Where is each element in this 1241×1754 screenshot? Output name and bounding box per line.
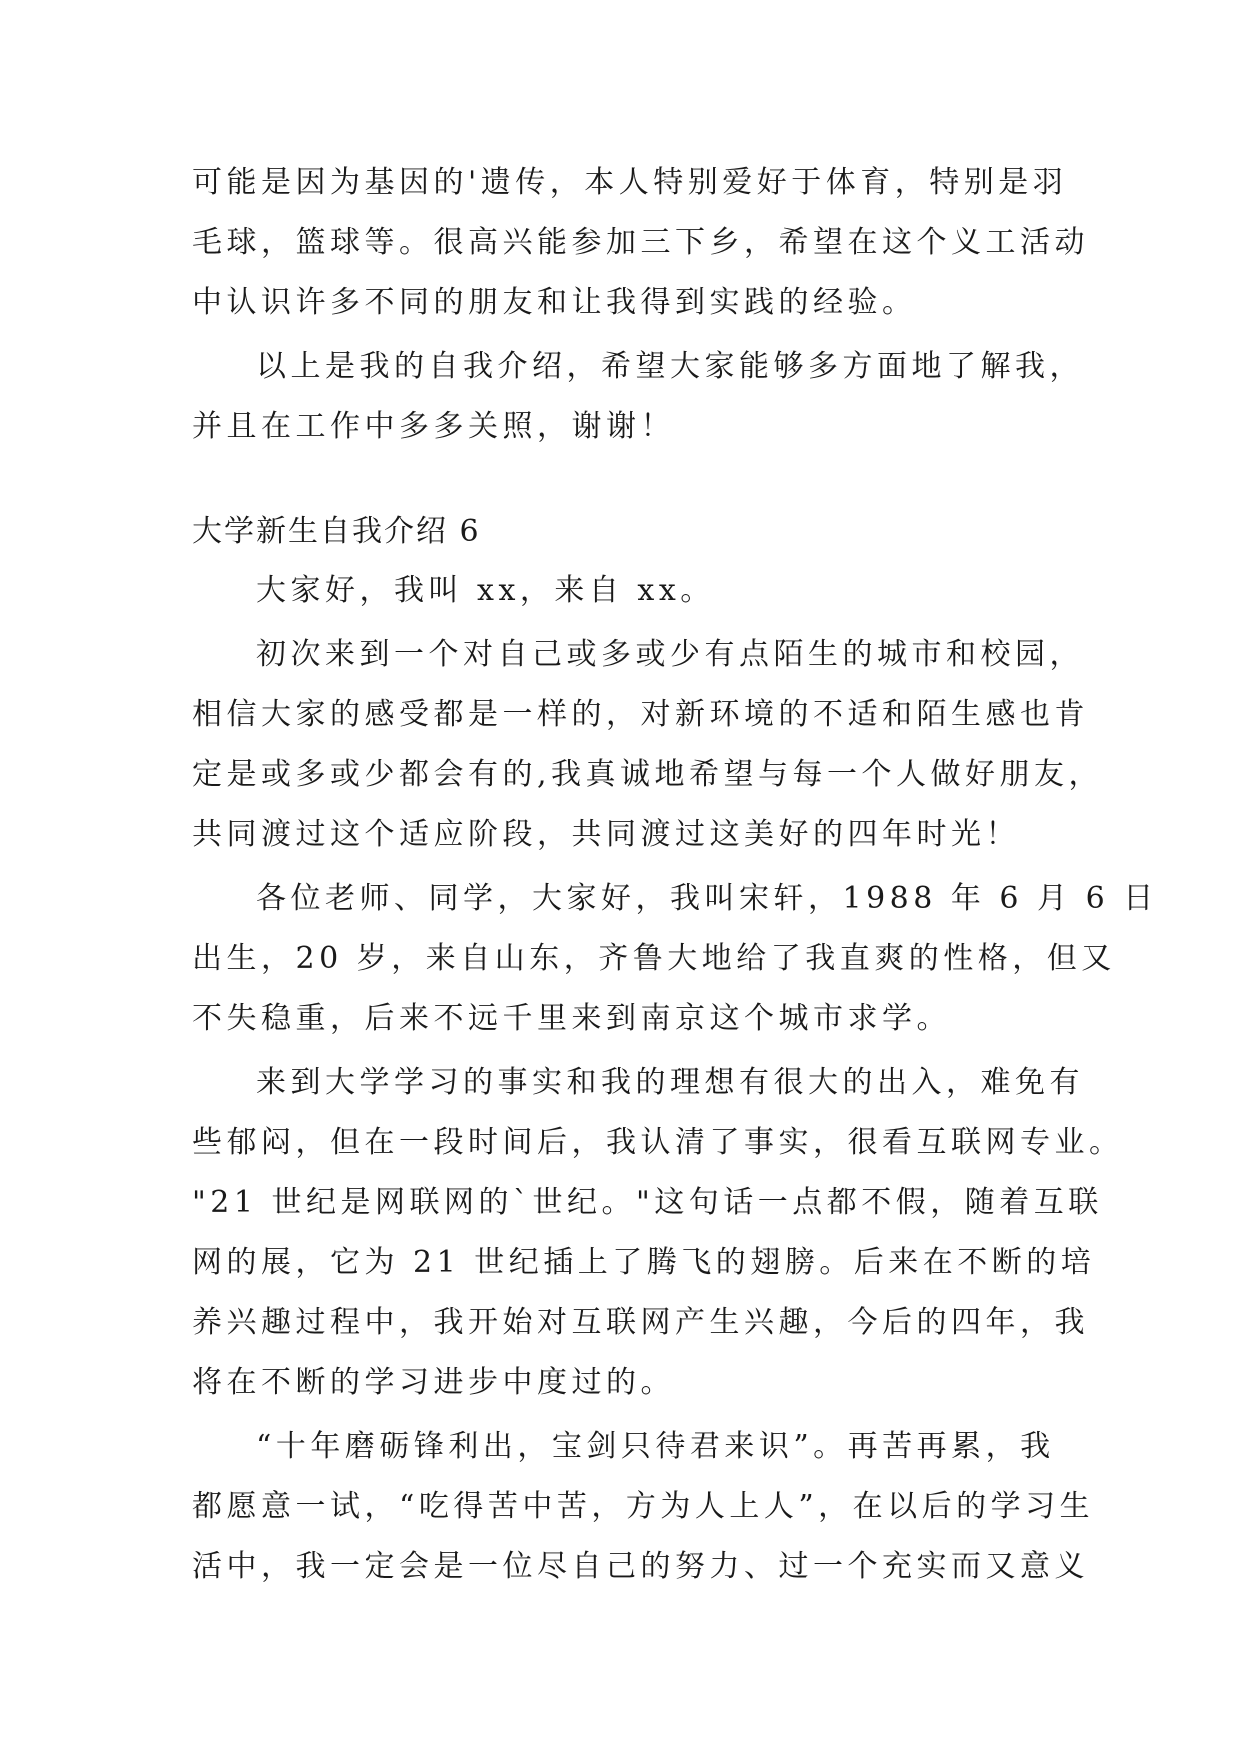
text-line-16: 些郁闷，但在一段时间后，我认清了事实，很看互联网专业。: [192, 1125, 1124, 1160]
text-line-17: "21 世纪是网联网的`世纪。"这句话一点都不假，随着互联: [192, 1185, 1103, 1220]
text-line-10: 定是或多或少都会有的,我真诚地希望与每一个人做好朋友，: [192, 757, 1104, 792]
text-line-9: 相信大家的感受都是一样的，对新环境的不适和陌生感也肯: [192, 697, 1089, 732]
text-line-1: 可能是因为基因的'遗传，本人特别爱好于体育，特别是羽: [192, 165, 1068, 200]
text-line-23: 活中，我一定会是一位尽自己的努力、过一个充实而又意义: [192, 1549, 1089, 1584]
text-line-22: 都愿意一试，“吃得苦中苦，方为人上人”，在以后的学习生: [192, 1489, 1095, 1524]
text-line-18: 网的展，它为 21 世纪插上了腾飞的翅膀。后来在不断的培: [192, 1245, 1096, 1280]
section-heading: 大学新生自我介绍 6: [192, 514, 481, 549]
text-line-20: 将在不断的学习进步中度过的。: [192, 1365, 675, 1400]
text-line-4: 以上是我的自我介绍，希望大家能够多方面地了解我，: [256, 349, 1084, 384]
text-line-8: 初次来到一个对自己或多或少有点陌生的城市和校园，: [256, 637, 1084, 672]
text-line-12: 各位老师、同学，大家好，我叫宋轩，1988 年 6 月 6 日: [256, 881, 1158, 916]
text-line-21: “十年磨砺锋利出，宝剑只待君来识”。再苦再累，我: [256, 1429, 1055, 1464]
text-line-5: 并且在工作中多多关照，谢谢！: [192, 409, 675, 444]
text-line-2: 毛球，篮球等。很高兴能参加三下乡，希望在这个义工活动: [192, 225, 1089, 260]
text-line-11: 共同渡过这个适应阶段，共同渡过这美好的四年时光！: [192, 817, 1020, 852]
text-line-19: 养兴趣过程中，我开始对互联网产生兴趣，今后的四年，我: [192, 1305, 1089, 1340]
text-line-15: 来到大学学习的事实和我的理想有很大的出入，难免有: [256, 1065, 1084, 1100]
text-line-13: 出生，20 岁，来自山东，齐鲁大地给了我直爽的性格，但又: [192, 941, 1116, 976]
text-line-7: 大家好，我叫 xx，来自 xx。: [256, 573, 715, 608]
text-line-3: 中认识许多不同的朋友和让我得到实践的经验。: [192, 285, 917, 320]
text-line-14: 不失稳重，后来不远千里来到南京这个城市求学。: [192, 1001, 951, 1036]
